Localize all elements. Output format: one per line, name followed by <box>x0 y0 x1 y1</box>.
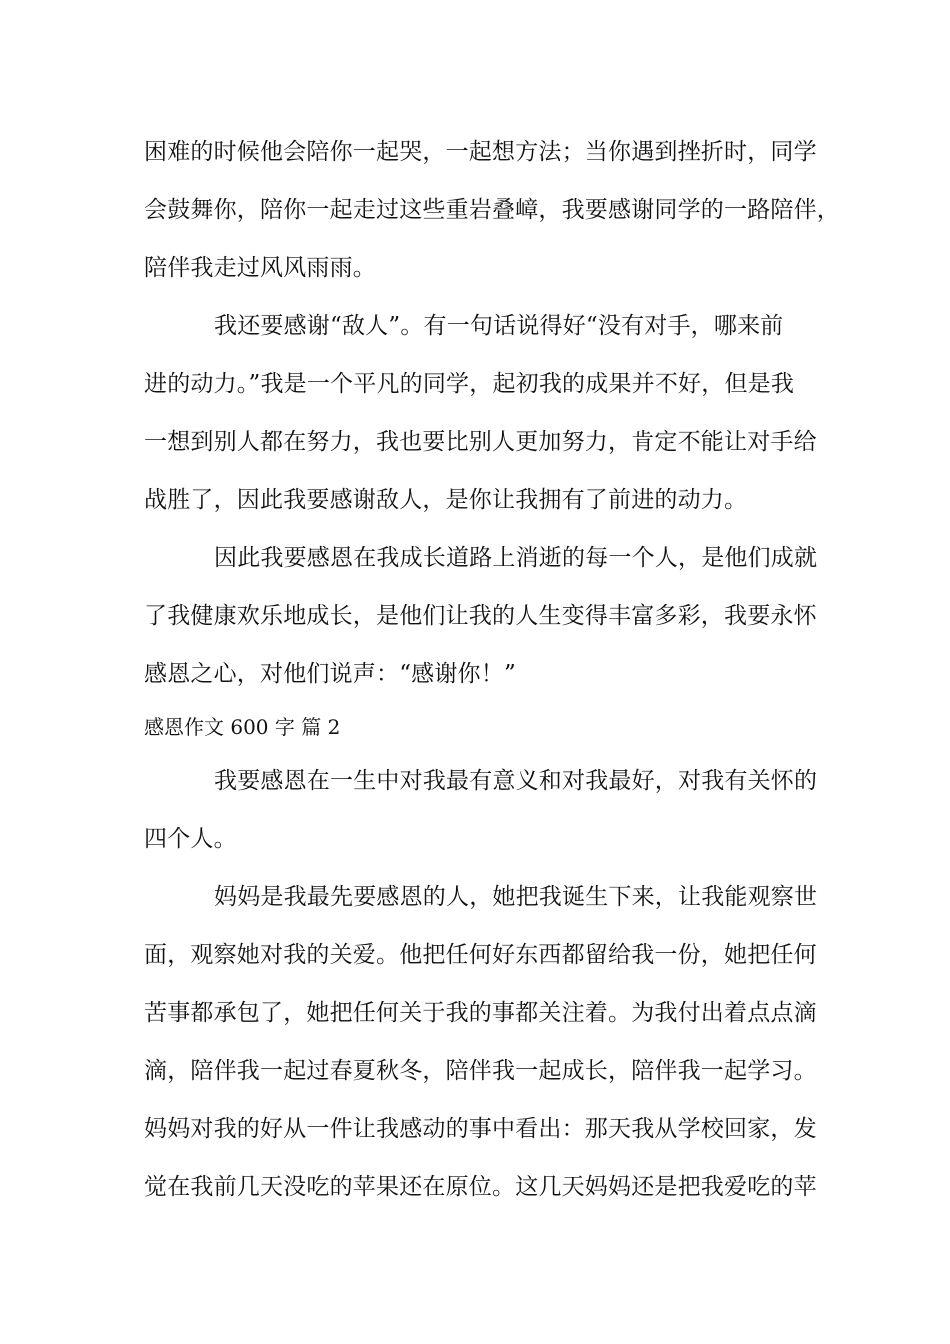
paragraph-line: 战胜了，因此我要感谢敌人，是你让我拥有了前进的动力。 <box>144 487 748 513</box>
paragraph-line: 我要感恩在一生中对我最有意义和对我最好，对我有关怀的 <box>214 768 818 794</box>
paragraph-line: 妈妈对我的好从一件让我感动的事中看出：那天我从学校回家，发 <box>144 1116 817 1142</box>
paragraph-line: 四个人。 <box>144 826 237 852</box>
paragraph-line: 面，观察她对我的关爱。他把任何好东西都留给我一份，她把任何 <box>144 942 817 968</box>
paragraph-line: 一想到别人都在努力，我也要比别人更加努力，肯定不能让对手给 <box>144 429 817 455</box>
paragraph-line: 进的动力。”我是一个平凡的同学，起初我的成果并不好，但是我 <box>144 371 795 397</box>
paragraph-line: 感恩之心，对他们说声：“感谢你！” <box>144 661 516 687</box>
paragraph-line: 觉在我前几天没吃的苹果还在原位。这几天妈妈还是把我爱吃的苹 <box>144 1174 817 1200</box>
paragraph-line: 妈妈是我最先要感恩的人，她把我诞生下来，让我能观察世 <box>214 884 818 910</box>
paragraph-line: 因此我要感恩在我成长道路上消逝的每一个人，是他们成就 <box>214 545 818 571</box>
section-heading: 感恩作文 600 字 篇 2 <box>144 715 341 739</box>
paragraph-line: 我还要感谢“敌人”。有一句话说得好“没有对手，哪来前 <box>214 313 784 339</box>
paragraph-line: 陪伴我走过风风雨雨。 <box>144 255 376 281</box>
paragraph-line: 困难的时候他会陪你一起哭，一起想方法；当你遇到挫折时，同学 <box>144 139 817 165</box>
paragraph-line: 了我健康欢乐地成长，是他们让我的人生变得丰富多彩，我要永怀 <box>144 603 817 629</box>
paragraph-line: 会鼓舞你，陪你一起走过这些重岩叠嶂，我要感谢同学的一路陪伴， <box>144 197 840 223</box>
paragraph-line: 苦事都承包了，她把任何关于我的事都关注着。为我付出着点点滴 <box>144 1000 817 1026</box>
paragraph-line: 滴，陪伴我一起过春夏秋冬，陪伴我一起成长，陪伴我一起学习。 <box>144 1058 817 1084</box>
